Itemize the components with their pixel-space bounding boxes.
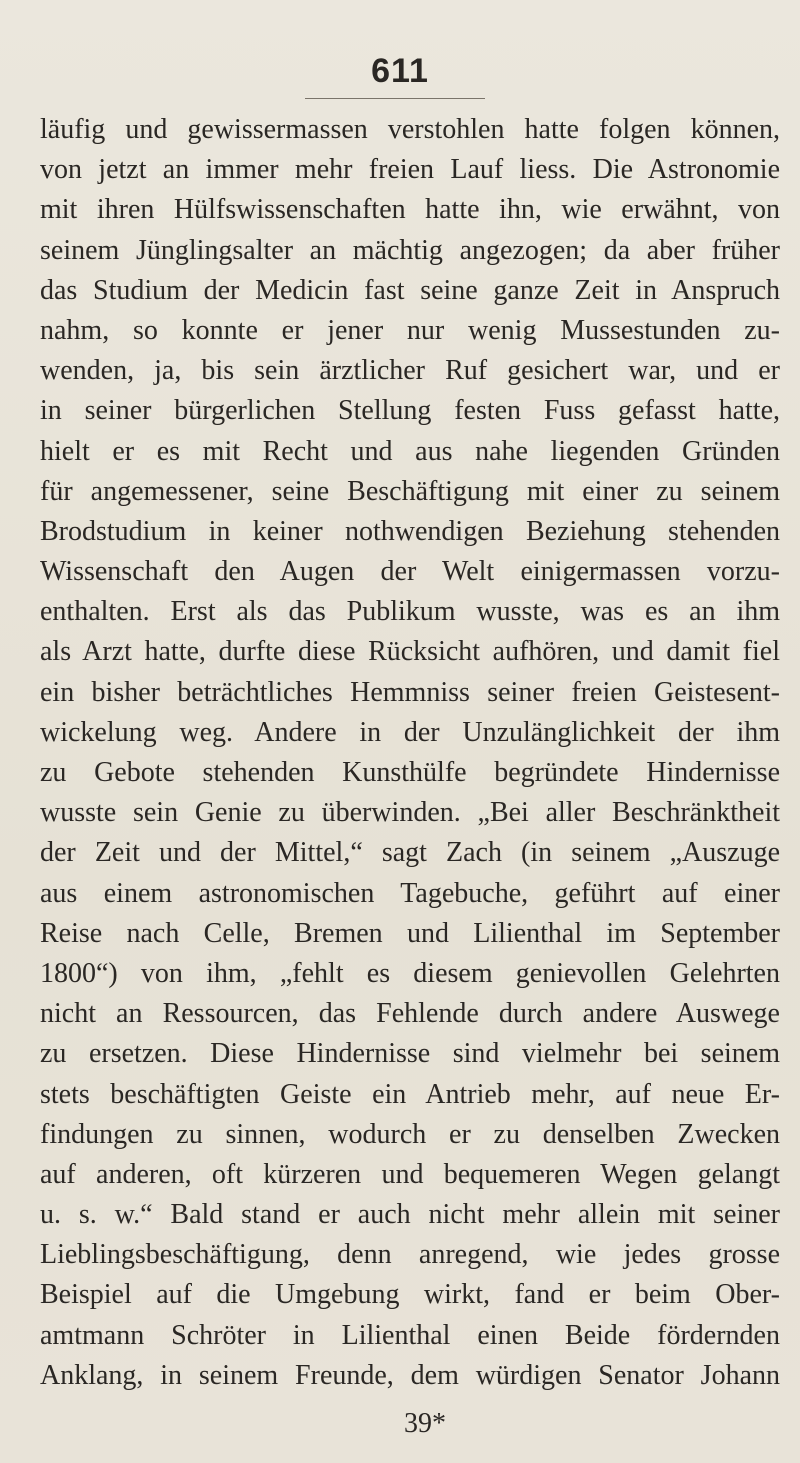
- text-line: aus einem astronomischen Tagebuche, geführt auf einer: [40, 877, 780, 909]
- page-number: 611: [371, 52, 429, 90]
- text-line: Beispiel auf die Umgebung wirkt, fand er beim Ober-: [40, 1279, 780, 1311]
- text-line: seinem Jünglingsalter an mächtig angezogen; da aber früher: [40, 234, 780, 266]
- text-line: als Arzt hatte, durfte diese Rücksicht aufhören, und damit fiel: [40, 636, 780, 668]
- text-line: 1800“) von ihm, „fehlt es diesem genievollen Gelehrten: [40, 957, 780, 989]
- text-line: amtmann Schröter in Lilienthal einen Beide fördernden: [40, 1319, 780, 1351]
- text-line: für angemessener, seine Beschäftigung mit einer zu seinem: [40, 475, 780, 507]
- text-line: Anklang, in seinem Freunde, dem würdigen Senator Johann: [40, 1359, 780, 1391]
- text-line: ein bisher beträchtliches Hemmniss seiner freien Geistesent-: [40, 676, 780, 708]
- text-line: von jetzt an immer mehr freien Lauf liess. Die Astronomie: [40, 154, 780, 186]
- text-line: nahm, so konnte er jener nur wenig Mussestunden zu-: [40, 314, 780, 346]
- text-line: hielt er es mit Recht und aus nahe liegenden Gründen: [40, 435, 780, 467]
- text-line: zu ersetzen. Diese Hindernisse sind vielmehr bei seinem: [40, 1038, 780, 1070]
- text-line: wenden, ja, bis sein ärztlicher Ruf gesichert war, und er: [40, 355, 780, 387]
- text-line: Lieblingsbeschäftigung, denn anregend, wie jedes grosse: [40, 1239, 780, 1271]
- text-line: das Studium der Medicin fast seine ganze Zeit in Anspruch: [40, 274, 780, 306]
- text-line: findungen zu sinnen, wodurch er zu denselben Zwecken: [40, 1118, 780, 1150]
- text-line: läufig und gewissermassen verstohlen hatte folgen können,: [40, 114, 780, 145]
- body-text: [40, 110, 780, 1396]
- text-line: nicht an Ressourcen, das Fehlende durch andere Auswege: [40, 998, 780, 1030]
- text-line: zu Gebote stehenden Kunsthülfe begründete Hindernisse: [40, 757, 780, 788]
- header-rule: [305, 98, 485, 99]
- text-line: enthalten. Erst als das Publikum wusste, was es an ihm: [40, 596, 780, 628]
- text-line: in seiner bürgerlichen Stellung festen Fuss gefasst hatte,: [40, 395, 780, 427]
- text-line: wickelung weg. Andere in der Unzulänglichkeit der ihm: [40, 716, 780, 748]
- text-line: Reise nach Celle, Bremen und Lilienthal im September: [40, 917, 780, 949]
- text-line: u. s. w.“ Bald stand er auch nicht mehr allein mit seiner: [40, 1199, 780, 1231]
- text-line: Wissenschaft den Augen der Welt einigermassen vorzu-: [40, 556, 780, 588]
- text-line: mit ihren Hülfswissenschaften hatte ihn, wie erwähnt, von: [40, 194, 780, 226]
- signature-mark: 39*: [404, 1408, 446, 1439]
- text-line: Brodstudium in keiner nothwendigen Beziehung stehenden: [40, 515, 780, 547]
- text-line: wusste sein Genie zu überwinden. „Bei aller Beschränktheit: [40, 797, 780, 829]
- text-line: stets beschäftigten Geiste ein Antrieb mehr, auf neue Er-: [40, 1078, 780, 1110]
- text-line: der Zeit und der Mittel,“ sagt Zach (in seinem „Auszuge: [40, 837, 780, 869]
- text-line: auf anderen, oft kürzeren und bequemeren Wegen gelangt: [40, 1158, 780, 1190]
